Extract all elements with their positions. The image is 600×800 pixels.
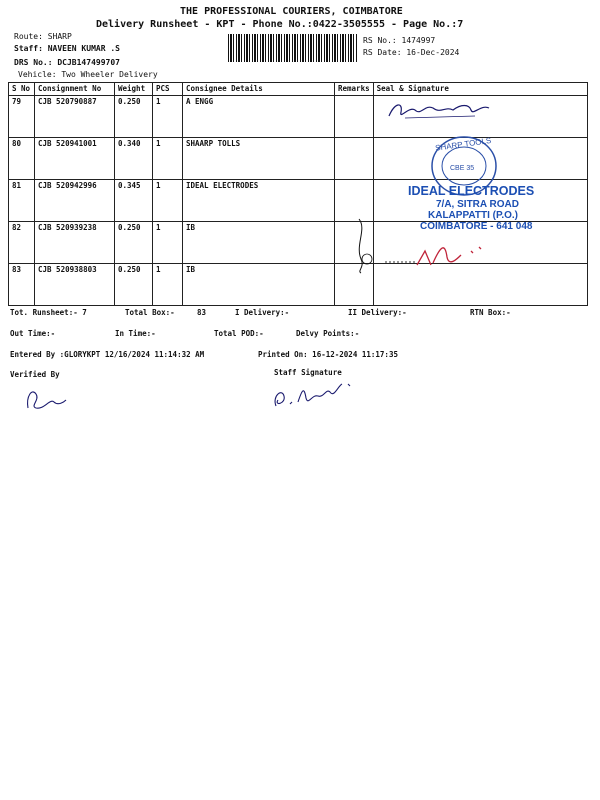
delvy-points: Delvy Points:- [296, 329, 360, 338]
ii-delivery: II Delivery:- [348, 308, 407, 317]
cell-sno: 82 [9, 222, 35, 264]
i-delivery: I Delivery:- [235, 308, 290, 317]
table-row [9, 96, 588, 138]
drs-label: DRS No.: DCJB147499707 [14, 58, 120, 67]
rs-date: RS Date: 16-Dec-2024 [363, 48, 460, 57]
cell-weight: 0.250 [115, 96, 153, 138]
col-sno: S No [9, 83, 35, 96]
cell-consignment: CJB 520941001 [35, 138, 115, 180]
signature-row-79 [385, 98, 495, 124]
cell-consignment: CJB 520942996 [35, 180, 115, 222]
cell-weight: 0.340 [115, 138, 153, 180]
staff-signature-label: Staff Signature [274, 368, 342, 377]
table-row [9, 264, 588, 306]
staff-signature [268, 376, 358, 412]
cell-weight: 0.345 [115, 180, 153, 222]
signature-rows-82-83 [345, 215, 495, 277]
cell-sno: 83 [9, 264, 35, 306]
route-label: Route: SHARP [14, 32, 72, 41]
cell-consignee: IB [183, 222, 335, 264]
tot-runsheet: Tot. Runsheet:- 7 [10, 308, 87, 317]
rs-number: RS No.: 1474997 [363, 36, 436, 45]
cell-pcs: 1 [153, 138, 183, 180]
cell-consignee: A ENGG [183, 96, 335, 138]
verified-by: Verified By [10, 370, 60, 379]
cell-consignment: CJB 520938803 [35, 264, 115, 306]
cell-weight: 0.250 [115, 264, 153, 306]
stamp-line3: COIMBATORE - 641 048 [420, 221, 533, 232]
col-weight: Weight [115, 83, 153, 96]
stamp-line2: KALAPPATTI (P.O.) [428, 210, 518, 221]
cell-consignee: SHAARP TOLLS [183, 138, 335, 180]
cell-remarks [335, 96, 374, 138]
cell-consignee: IB [183, 264, 335, 306]
col-consignment: Consignment No [35, 83, 115, 96]
cell-pcs: 1 [153, 222, 183, 264]
col-seal: Seal & Signature [373, 83, 587, 96]
runsheet-subtitle: Delivery Runsheet - KPT - Phone No.:0422-3505555 - Page No.:7 [96, 19, 464, 30]
table-row [9, 138, 588, 180]
company-title: THE PROFESSIONAL COURIERS, COIMBATORE [180, 6, 403, 17]
total-box-label: Total Box:- [125, 308, 175, 317]
cell-sno: 81 [9, 180, 35, 222]
cell-pcs: 1 [153, 264, 183, 306]
stamp-line1: 7/A, SITRA ROAD [436, 199, 519, 210]
cell-weight: 0.250 [115, 222, 153, 264]
barcode [228, 34, 358, 62]
staff-label: Staff: NAVEEN KUMAR .S [14, 44, 120, 53]
total-box-value: 83 [197, 308, 207, 317]
col-remarks: Remarks [335, 83, 374, 96]
cell-consignment: CJB 520939238 [35, 222, 115, 264]
verified-signature [22, 382, 72, 412]
printed-on: Printed On: 16-12-2024 11:17:35 [258, 350, 398, 359]
in-time: In Time:- [115, 329, 156, 338]
vehicle-label: Vehicle: Two Wheeler Delivery [18, 70, 158, 79]
stamp-company: IDEAL ELECTRODES [408, 184, 535, 198]
cell-pcs: 1 [153, 96, 183, 138]
rtn-box: RTN Box:- [470, 308, 511, 317]
cell-sno: 79 [9, 96, 35, 138]
cell-remarks [335, 138, 374, 180]
cell-consignee: IDEAL ELECTRODES [183, 180, 335, 222]
col-pcs: PCS [153, 83, 183, 96]
entered-by: Entered By :GLORYKPT 12/16/2024 11:14:32 AM [10, 350, 205, 359]
seal-text: SHARP TOOLS [434, 136, 492, 153]
cell-consignment: CJB 520790887 [35, 96, 115, 138]
table-header-row [9, 83, 588, 96]
total-pod: Total POD:- [214, 329, 264, 338]
cell-pcs: 1 [153, 180, 183, 222]
cell-sno: 80 [9, 138, 35, 180]
col-consignee: Consignee Details [183, 83, 335, 96]
seal-inner-text: CBE 35 [450, 165, 475, 172]
out-time: Out Time:- [10, 329, 56, 338]
